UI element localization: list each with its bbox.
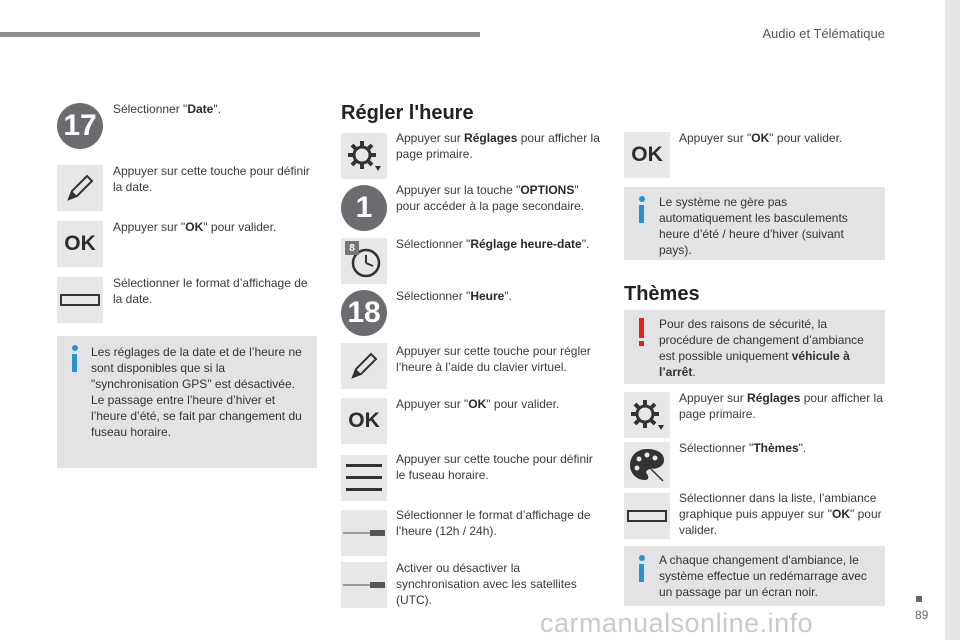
settings-gear-icon[interactable] — [341, 133, 387, 179]
ok-button[interactable]: OK — [624, 132, 670, 178]
step-time-format: Sélectionner le format d’affichage de l’heure (12h / 24h). — [396, 508, 591, 538]
step-badge-1: 1 — [341, 185, 387, 231]
ok-button[interactable]: OK — [57, 221, 103, 267]
pencil-icon[interactable] — [57, 165, 103, 211]
page-number: 89 — [915, 608, 929, 622]
step-open-settings: Appuyer sur Réglages pour afficher la page primaire. — [396, 131, 600, 161]
step-validate-time: Appuyer sur "OK" pour valider. — [396, 397, 560, 411]
step-date-format: Sélectionner le format d’affichage de la date. — [113, 276, 308, 306]
section-title-themes: Thèmes — [624, 283, 700, 305]
step-select-themes: Sélectionner "Thèmes". — [679, 441, 807, 455]
info-text-restart: A chaque changement d'ambiance, le système effectue un redémarrage avec un passage par un écran noir. — [659, 553, 867, 599]
step-select-heure: Sélectionner "Heure". — [396, 289, 512, 303]
info-icon — [639, 555, 645, 561]
step-define-date: Appuyer sur cette touche pour définir la date. — [113, 164, 310, 194]
list-menu-icon[interactable] — [341, 455, 387, 501]
toggle-slider-icon[interactable] — [341, 510, 387, 556]
end-marker — [916, 596, 922, 602]
watermark: carmanualsonline.info — [540, 608, 814, 638]
step-keyboard-time: Appuyer sur cette touche pour régler l’heure à l’aide du clavier virtuel. — [396, 344, 591, 374]
header-title: Audio et Télématique — [762, 26, 885, 41]
palette-icon[interactable] — [624, 442, 670, 488]
step-badge-18: 18 — [341, 290, 387, 336]
info-icon — [639, 196, 645, 202]
header-rule — [0, 32, 480, 37]
settings-gear-icon[interactable] — [624, 392, 670, 438]
section-title-heure: Régler l'heure — [341, 102, 474, 124]
info-text-dst: Le système ne gère pas automatiquement les basculements heure d’été / heure d’hiver (suivant pays). — [659, 195, 848, 257]
step-validate-date: Appuyer sur "OK" pour valider. — [113, 220, 277, 234]
step-timezone: Appuyer sur cette touche pour définir le fuseau horaire. — [396, 452, 593, 482]
step-select-time-date: Sélectionner "Réglage heure-date". — [396, 237, 590, 251]
page-edge-bar — [945, 0, 960, 640]
warning-box-themes — [624, 310, 885, 384]
date-format-selector-icon[interactable] — [57, 277, 103, 323]
toggle-slider-icon[interactable] — [341, 562, 387, 608]
step-satellite-sync: Activer ou désactiver la synchronisation avec les satellites (UTC). — [396, 561, 577, 607]
warning-text: Pour des raisons de sécurité, la procédure de changement d’ambiance est possible uniquement véhicule à l’arrêt. — [659, 317, 864, 379]
clock-badge: 8 — [345, 241, 359, 255]
step-badge-17: 17 — [57, 103, 103, 149]
info-box-dst — [624, 187, 885, 260]
pencil-icon[interactable] — [341, 343, 387, 389]
step-select-date: Sélectionner "Date". — [113, 102, 221, 116]
step-validate-final: Appuyer sur "OK" pour valider. — [679, 131, 843, 145]
info-box-date — [57, 336, 317, 468]
step-open-settings-themes: Appuyer sur Réglages pour afficher la page primaire. — [679, 391, 883, 421]
ok-button[interactable]: OK — [341, 398, 387, 444]
step-options: Appuyer sur la touche "OPTIONS" pour accéder à la page secondaire. — [396, 183, 585, 213]
info-text-date: Les réglages de la date et de l’heure ne sont disponibles que si la "synchronisation GPS" est désactivée. Le passage entre l’heure d’hiver et l’heure d’été, se fait par changement du fuseau horaire. — [91, 345, 302, 439]
step-choose-ambiance: Sélectionner dans la liste, l’ambiance graphique puis appuyer sur "OK" pour valider. — [679, 491, 882, 537]
theme-list-selector-icon[interactable] — [624, 493, 670, 539]
info-box-restart — [624, 546, 885, 606]
clock-icon[interactable] — [341, 238, 387, 284]
warning-icon — [639, 318, 644, 338]
info-icon — [72, 345, 78, 351]
